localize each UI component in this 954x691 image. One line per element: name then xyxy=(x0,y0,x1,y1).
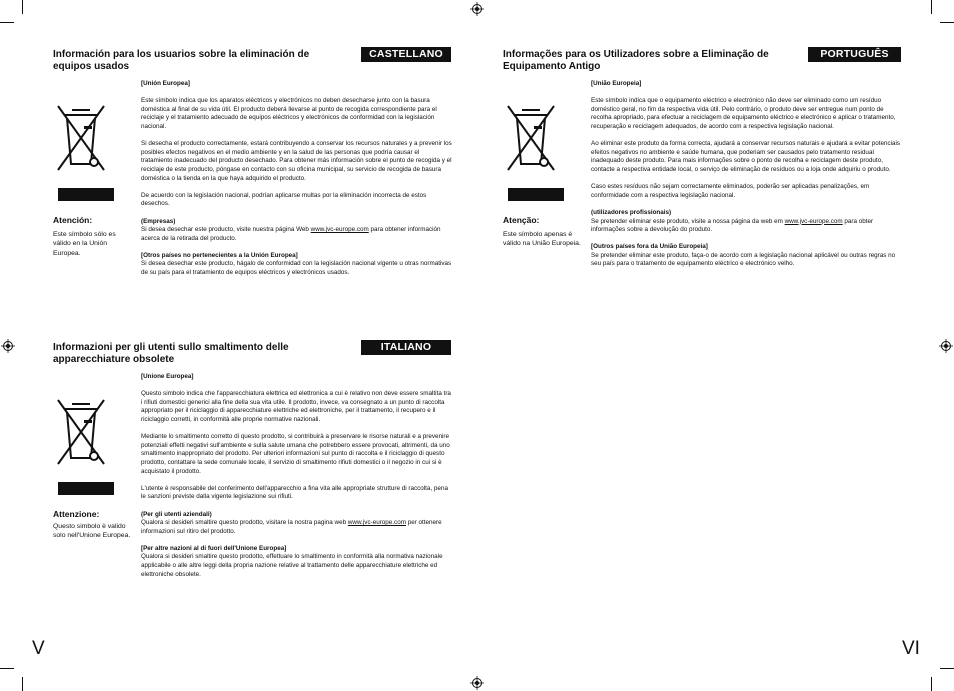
paragraph: Si desea desechar este producto, hágalo de conformidad con la legislación nacional vigente u otras normativas de su país para el tratamiento de equipos eléctricos y electrónicos usados. xyxy=(141,260,452,277)
section-heading-pt: Informações para os Utilizadores sobre a Eliminação de Equipamento Antigo xyxy=(503,49,769,72)
section-heading-it: Informazioni per gli utenti sullo smaltimento delle apparecchiature obsolete xyxy=(53,342,289,365)
business-paragraph xyxy=(141,226,452,243)
paragraph: Se pretender eliminar este produto, faça-o de acordo com a legislação nacional aplicável ou outras regras no seu país para o tratamento de equipamento eléctrico e electrónico velho. xyxy=(591,251,896,268)
crop-mark xyxy=(940,668,954,669)
paragraph: Qualora si desideri smaltire questo prodotto, effettuare lo smaltimento in conformità alla normativa nazionale applicabile o alle altre leggi della propria nazione relative al trattamento delle apparecchiature elettriche ed elettroniche obsolete. xyxy=(141,553,443,578)
paragraph: Este símbolo indica que o equipamento eléctrico e electrónico não deve ser eliminado como um resíduo doméstico geral, no fim da respectiva vida útil. Pelo contrário, o produto deve ser entregue num ponto de recolha apropriado, para efectuar a reciclagem de equipamento eléctrico e electrónico e aplicar o tratamento, recuperação e reciclagem adequados, de acordo com a respectiva legislação nacional. xyxy=(591,97,896,130)
registration-mark-icon xyxy=(470,2,484,16)
paragraph: Mediante lo smaltimento corretto di questo prodotto, si contribuirà a preservare le risorse naturali e a prevenire potenziali effetti negativi sull'ambiente e sulla salute umana che potrebbero essere provocati, altrimenti, da uno smaltimento inappropriato del prodotto. Per ulteriori informazioni sul punto di raccolta e il riciclaggio di questo prodotto, contattare la sede comunale locale, il servizio di smaltimento rifiuti domestici o il negozio in cui si è acquistato il prodotto. xyxy=(141,433,450,475)
business-title: (utilizadores profissionais) xyxy=(591,208,672,216)
crop-mark xyxy=(931,0,932,14)
paragraph: L'utente è responsabile del conferimento dell'apparecchio a fina vita alle appropriate strutture di raccolta, pena le sanzioni previste dalla vigente legislazione sui rifiuti. xyxy=(141,484,448,501)
region-title: [União Europeia] xyxy=(591,80,642,87)
region-title: [Unión Europea] xyxy=(141,80,190,87)
note-text-it: Questo simbolo è valido solo nell'Unione Europea. xyxy=(53,523,131,540)
page-number-left: V xyxy=(32,638,45,659)
note-title-pt: Atenção: xyxy=(503,215,540,225)
registration-mark-icon xyxy=(1,339,15,353)
business-text: para obtener información acerca de la retirada del producto. xyxy=(141,226,441,242)
website-link[interactable]: www.jvc-europe.com xyxy=(347,519,406,527)
crop-mark xyxy=(940,22,954,23)
note-text-pt: Este símbolo apenas é válido na União Europeia. xyxy=(503,231,581,248)
business-text: para obter informações sobre a devolução do produto. xyxy=(591,217,874,234)
section-body-es xyxy=(141,80,452,286)
crossed-out-bin-icon xyxy=(56,396,106,468)
paragraph: Ao eliminar este produto da forma correcta, ajudará a conservar recursos naturais e ajudará a evitar potenciais efeitos negativos no ambiente e saúde humana, que poderiam ser causados pelo tratamento residual inadequado deste produto. Para mais informações sobre o ponto de recolha e reciclagem deste produto, contacte a respectiva entidade local, o serviço de eliminação de resíduos ou a loja onde adquiriu o produto. xyxy=(591,140,901,173)
paragraph: Este símbolo indica que los aparatos eléctricos y electrónicos no deben desecharse junto con la basura doméstica al final de su vida útil. El producto deberá llevarse al punto de recogida correspondiente para el reciclaje y el tratamiento adecuado de equipos eléctricos y electrónicos de conformidad con la legislación nacional. xyxy=(141,97,437,130)
business-text: Qualora si desideri smaltire questo prodotto, visitare la nostra pagina web xyxy=(141,519,348,527)
section-body-it xyxy=(141,373,452,588)
other-countries-title: [Per altre nazioni al di fuori dell'Unione Europea] xyxy=(141,544,287,552)
paragraph: De acuerdo con la legislación nacional, podrían aplicarse multas por la eliminación incorrecta de estos desechos. xyxy=(141,191,427,208)
solid-bar xyxy=(58,188,114,201)
registration-mark-icon xyxy=(939,339,953,353)
other-countries-title: [Otros países no pertenecientes a la Unión Europea] xyxy=(141,251,298,259)
language-badge-it: ITALIANO xyxy=(361,340,451,355)
crossed-out-bin-icon xyxy=(56,102,106,174)
crop-mark xyxy=(0,22,14,23)
registration-mark-icon xyxy=(470,676,484,690)
paragraph: Questo simbolo indica che l'apparecchiatura elettrica ed elettronica a cui è relativo non deve essere smaltita tra i rifiuti domestici generici alla fine della sua vita utile. Il prodotto, invece, va consegnato a un punto di raccolta appropriato per il riciclaggio di apparecchiature elettriche ed elettroniche, per il trattamento, il recupero e il riciclaggio corretti, in conformità alle proprie normative nazionali. xyxy=(141,390,451,423)
paragraph: Caso estes resíduos não sejam correctamente eliminados, poderão ser aplicadas penalizações, em conformidade com a respectiva legislação nacional. xyxy=(591,183,870,199)
note-title-es: Atención: xyxy=(53,215,93,225)
note-title-it: Attenzione: xyxy=(53,509,100,519)
paragraph: Si desecha el producto correctamente, estará contribuyendo a conservar los recursos naturales y a prevenir los posibles efectos negativos en el medio ambiente y en la salud de las personas que podría causar el tratamiento inadecuado del producto desechado. Para obtener más información sobre el punto de recogida y el reciclaje de este producto, póngase en contacto con su oficina municipal, su servicio de recogida de basura doméstica o la tienda en la que haya adquirido el producto. xyxy=(141,140,452,182)
language-badge-es: CASTELLANO xyxy=(361,47,451,62)
solid-bar xyxy=(508,188,564,201)
crop-mark xyxy=(0,668,14,669)
crop-mark xyxy=(22,0,23,14)
section-body-pt xyxy=(591,80,902,278)
business-text: per ottenere informazioni sul ritiro del prodotto. xyxy=(141,519,442,535)
business-text: Si desea desechar este producto, visite nuestra página Web xyxy=(141,226,311,234)
language-badge-pt: PORTUGUÊS xyxy=(808,47,901,62)
region-title: [Unione Europea] xyxy=(141,373,194,380)
section-heading-es: Información para los usuarios sobre la eliminación de equipos usados xyxy=(53,49,310,72)
note-text-es: Este símbolo sólo es válido en la Unión Europea. xyxy=(53,231,116,257)
crop-mark xyxy=(931,677,932,691)
solid-bar xyxy=(58,482,114,495)
business-title: (Empresas) xyxy=(141,217,176,225)
business-paragraph xyxy=(141,519,452,536)
business-title: (Per gli utenti aziendali) xyxy=(141,510,212,518)
crossed-out-bin-icon xyxy=(506,102,556,174)
website-link[interactable]: www.jvc-europe.com xyxy=(784,217,843,225)
crop-mark xyxy=(22,677,23,691)
page-number-right: VI xyxy=(902,638,920,659)
other-countries-title: [Outros países fora da União Europeia] xyxy=(591,243,708,251)
business-text: Se pretender eliminar este produto, visite a nossa página da web em xyxy=(591,217,785,225)
business-paragraph xyxy=(591,218,902,235)
website-link[interactable]: www.jvc-europe.com xyxy=(310,226,369,234)
